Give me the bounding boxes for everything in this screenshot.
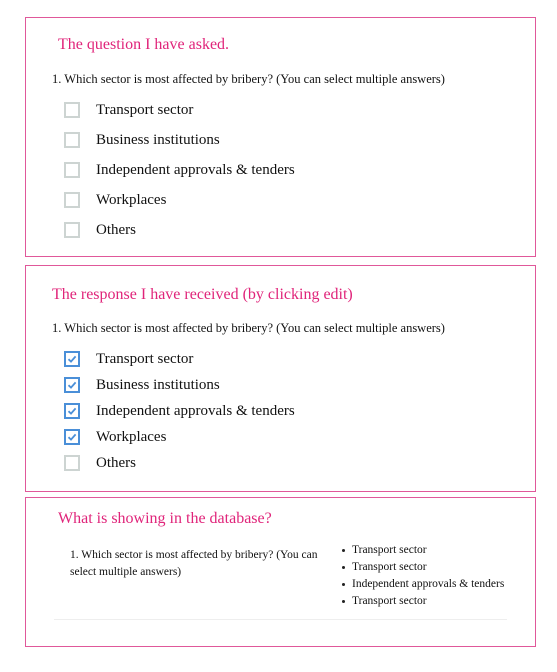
- option-workplaces[interactable]: [64, 185, 295, 215]
- list-item: [342, 559, 504, 576]
- option-business-institutions[interactable]: [64, 125, 295, 155]
- bullet-icon: [342, 600, 345, 603]
- option-label: Transport sector: [96, 101, 194, 118]
- checkbox[interactable]: [64, 455, 80, 471]
- checkmark-icon: [67, 354, 77, 364]
- option-independent-approvals[interactable]: [64, 398, 295, 424]
- option-label: Independent approvals & tenders: [96, 161, 295, 178]
- option-label: Transport sector: [96, 350, 194, 367]
- option-independent-approvals[interactable]: [64, 155, 295, 185]
- question-text: 1. Which sector is most affected by bribery? (You can select multiple answers): [52, 72, 445, 86]
- question-asked-panel: [25, 17, 536, 257]
- option-label: Others: [96, 454, 136, 471]
- checkbox[interactable]: [64, 403, 80, 419]
- option-label: Workplaces: [96, 428, 167, 445]
- option-label: Workplaces: [96, 191, 167, 208]
- database-panel: [25, 497, 536, 647]
- checkbox[interactable]: [64, 132, 80, 148]
- option-label: Business institutions: [96, 131, 220, 148]
- list-item-label: Transport sector: [352, 561, 427, 573]
- option-label: Independent approvals & tenders: [96, 402, 295, 419]
- checkbox[interactable]: [64, 429, 80, 445]
- option-transport-sector[interactable]: [64, 346, 295, 372]
- list-item-label: Independent approvals & tenders: [352, 578, 505, 590]
- checkmark-icon: [67, 380, 77, 390]
- checkbox[interactable]: [64, 351, 80, 367]
- checkmark-icon: [67, 432, 77, 442]
- option-label: Business institutions: [96, 376, 220, 393]
- bullet-icon: [342, 566, 345, 569]
- checkmark-icon: [67, 406, 77, 416]
- checkbox[interactable]: [64, 102, 80, 118]
- list-item: [342, 542, 504, 559]
- checkbox[interactable]: [64, 377, 80, 393]
- checkbox[interactable]: [64, 162, 80, 178]
- bullet-icon: [342, 549, 345, 552]
- question-text: 1. Which sector is most affected by bribery? (You can select multiple answers): [70, 549, 318, 578]
- divider: [54, 619, 507, 620]
- database-answer-list: [342, 542, 504, 610]
- response-received-panel: [25, 265, 536, 492]
- option-workplaces[interactable]: [64, 424, 295, 450]
- list-item-label: Transport sector: [352, 544, 427, 556]
- option-list: [64, 95, 295, 245]
- panel-title: The question I have asked.: [58, 36, 230, 53]
- option-transport-sector[interactable]: [64, 95, 295, 125]
- list-item: [342, 593, 504, 610]
- option-others[interactable]: [64, 215, 295, 245]
- question-text: 1. Which sector is most affected by bribery? (You can select multiple answers): [52, 321, 445, 335]
- bullet-icon: [342, 583, 345, 586]
- checkbox[interactable]: [64, 222, 80, 238]
- panel-title: What is showing in the database?: [58, 510, 272, 527]
- checkbox[interactable]: [64, 192, 80, 208]
- option-list: [64, 346, 295, 476]
- option-label: Others: [96, 221, 136, 238]
- panel-title: The response I have received (by clicking edit): [52, 286, 353, 303]
- option-others[interactable]: [64, 450, 295, 476]
- list-item: [342, 576, 504, 593]
- list-item-label: Transport sector: [352, 595, 427, 607]
- option-business-institutions[interactable]: [64, 372, 295, 398]
